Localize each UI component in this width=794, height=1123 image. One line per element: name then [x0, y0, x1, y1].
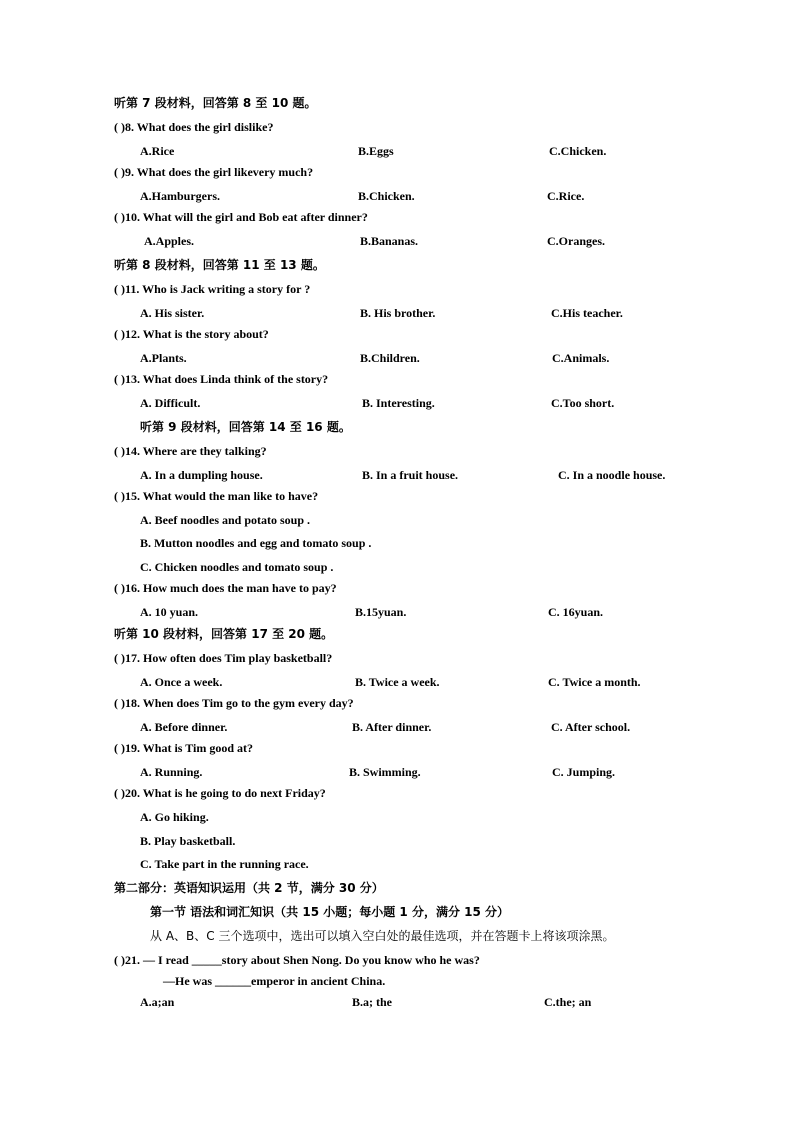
option-a: A. Before dinner. — [140, 720, 228, 734]
option-c: C.Animals. — [552, 351, 610, 365]
option-a: A. Go hiking. — [140, 810, 209, 824]
option-c: C. In a noodle house. — [558, 468, 666, 482]
part-two-heading: 第二部分：英语知识运用（共 2 节，满分 30 分） — [114, 881, 384, 895]
option-c: C. After school. — [551, 720, 631, 734]
option-c: C.Too short. — [551, 396, 615, 410]
option-a: A.Apples. — [144, 234, 195, 248]
option-c: C. Take part in the running race. — [140, 857, 309, 871]
option-a: A.a;an — [140, 995, 175, 1009]
option-b: B. His brother. — [360, 306, 436, 320]
option-c: C.His teacher. — [551, 306, 623, 320]
option-b: B.Eggs — [358, 144, 394, 158]
option-c: C.Rice. — [547, 189, 585, 203]
question-stem-20: ( )20. What is he going to do next Friday? — [114, 786, 326, 800]
question-stem-9: ( )9. What does the girl likevery much? — [114, 165, 314, 179]
option-a: A. In a dumpling house. — [140, 468, 263, 482]
option-c: C. Jumping. — [552, 765, 616, 779]
question-stem-10: ( )10. What will the girl and Bob eat after dinner? — [114, 210, 368, 224]
option-b: B.15yuan. — [355, 605, 407, 619]
option-a: A.Plants. — [140, 351, 187, 365]
question-stem-12: ( )12. What is the story about? — [114, 327, 269, 341]
question-stem-14: ( )14. Where are they talking? — [114, 444, 267, 458]
option-b: B. Mutton noodles and egg and tomato soup . — [140, 536, 372, 550]
section-heading-7: 听第 7 段材料，回答第 8 至 10 题。 — [114, 96, 317, 110]
option-b: B. In a fruit house. — [362, 468, 459, 482]
question-stem-18: ( )18. When does Tim go to the gym every day? — [114, 696, 354, 710]
option-a: A.Hamburgers. — [140, 189, 220, 203]
question-stem-16: ( )16. How much does the man have to pay? — [114, 581, 337, 595]
option-b: B.Children. — [360, 351, 420, 365]
option-c: C. Twice a month. — [548, 675, 641, 689]
option-b: B.a; the — [352, 995, 392, 1009]
option-a: A. Difficult. — [140, 396, 201, 410]
option-c: C.Chicken. — [549, 144, 607, 158]
instruction-text: 从 A、B、C 三个选项中，选出可以填入空白处的最佳选项，并在答题卡上将该项涂黑。 — [150, 929, 615, 943]
option-b: B.Chicken. — [358, 189, 415, 203]
option-a: A. Beef noodles and potato soup . — [140, 513, 311, 527]
option-c: C.Oranges. — [547, 234, 605, 248]
option-c: C.the; an — [544, 995, 592, 1009]
question-stem-13: ( )13. What does Linda think of the story? — [114, 372, 329, 386]
question-stem-8: ( )8. What does the girl dislike? — [114, 120, 274, 134]
option-b: B. After dinner. — [352, 720, 432, 734]
subsection-heading: 第一节 语法和词汇知识（共 15 小题；每小题 1 分，满分 15 分） — [150, 905, 509, 919]
option-a: A.Rice — [140, 144, 175, 158]
option-b: B. Interesting. — [362, 396, 435, 410]
question-stem-11: ( )11. Who is Jack writing a story for ? — [114, 282, 311, 296]
option-b: B.Bananas. — [360, 234, 419, 248]
section-heading-10: 听第 10 段材料，回答第 17 至 20 题。 — [114, 627, 334, 641]
question-stem-21-reply: —He was ______emperor in ancient China. — [163, 974, 386, 988]
option-a: A. 10 yuan. — [140, 605, 199, 619]
option-a: A. Running. — [140, 765, 203, 779]
option-b: B. Twice a week. — [355, 675, 440, 689]
section-heading-8: 听第 8 段材料，回答第 11 至 13 题。 — [114, 258, 325, 272]
option-c: C. 16yuan. — [548, 605, 604, 619]
question-stem-15: ( )15. What would the man like to have? — [114, 489, 319, 503]
option-a: A. Once a week. — [140, 675, 223, 689]
question-stem-19: ( )19. What is Tim good at? — [114, 741, 254, 755]
option-b: B. Play basketball. — [140, 834, 236, 848]
option-a: A. His sister. — [140, 306, 205, 320]
question-stem-17: ( )17. How often does Tim play basketball? — [114, 651, 333, 665]
section-heading-9: 听第 9 段材料，回答第 14 至 16 题。 — [140, 420, 351, 434]
option-b: B. Swimming. — [349, 765, 421, 779]
option-c: C. Chicken noodles and tomato soup . — [140, 560, 334, 574]
question-stem-21: ( )21. — I read _____story about Shen Nong. Do you know who he was? — [114, 953, 480, 967]
